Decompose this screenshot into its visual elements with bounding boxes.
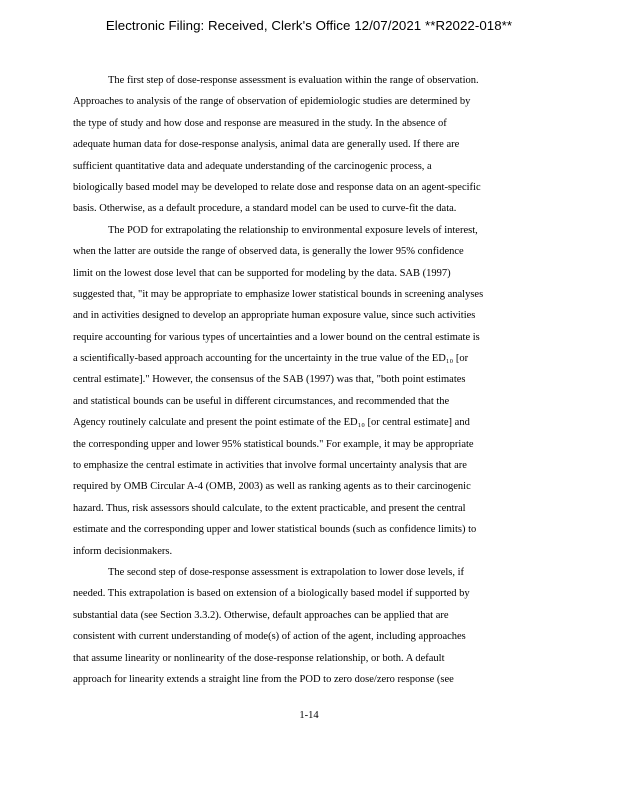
body-line: limit on the lowest dose level that can be supported for modeling by the data. SAB (1997)	[73, 267, 451, 279]
body-line: and statistical bounds can be useful in different circumstances, and recommended that the	[73, 395, 450, 407]
body-line: biologically based model may be developed to relate dose and response data on an agent-specific	[73, 181, 481, 193]
body-line: estimate and the corresponding upper and lower statistical bounds (such as confidence limits) to	[73, 524, 477, 536]
body-line: when the latter are outside the range of observed data, is generally the lower 95% confidence	[73, 246, 464, 258]
body-line: required by OMB Circular A-4 (OMB, 2003) as well as ranking agents as to their carcinogenic	[73, 481, 471, 493]
page-number: 1-14	[299, 710, 319, 721]
body-line: basis. Otherwise, as a default procedure, a standard model can be used to curve-fit the data.	[73, 203, 457, 215]
body-line: consistent with current understanding of mode(s) of action of the agent, including approaches	[73, 631, 466, 643]
body-line: and in activities designed to develop an appropriate human exposure value, since such activities	[73, 310, 476, 322]
filing-stamp-header: Electronic Filing: Received, Clerk's Office 12/07/2021 **R2022-018**	[105, 18, 513, 33]
body-line: suggested that, "it may be appropriate to emphasize lower statistical bounds in screening analyses	[73, 288, 484, 300]
body-line: to emphasize the central estimate in activities that involve formal uncertainty analysis that are	[73, 460, 467, 472]
body-line: The second step of dose-response assessment is extrapolation to lower dose levels, if	[108, 566, 465, 578]
body-line: Approaches to analysis of the range of observation of epidemiologic studies are determined by	[73, 96, 471, 108]
body-line: needed. This extrapolation is based on extension of a biologically based model if supported by	[73, 588, 470, 600]
body-line: a scientifically-based approach accounting for the uncertainty in the true value of the ED₁₀ [or	[73, 353, 469, 365]
body-line: that assume linearity or nonlinearity of the dose-response relationship, or both. A default	[73, 652, 445, 664]
body-line: adequate human data for dose-response analysis, animal data are generally used. If there are	[73, 139, 460, 151]
document-body	[73, 70, 541, 690]
body-line: substantial data (see Section 3.3.2). Otherwise, default approaches can be applied that are	[73, 609, 449, 621]
body-line: The first step of dose-response assessment is evaluation within the range of observation.	[108, 75, 479, 86]
body-line: the corresponding upper and lower 95% statistical bounds." For example, it may be appropriate	[73, 438, 474, 450]
body-line: inform decisionmakers.	[73, 545, 173, 557]
body-line: central estimate]." However, the consensus of the SAB (1997) was that, "both point estimates	[73, 374, 466, 386]
body-line: sufficient quantitative data and adequate understanding of the carcinogenic process, a	[73, 160, 432, 172]
body-line: require accounting for various types of uncertainties and a lower bound on the central estimate is	[73, 331, 480, 343]
body-line: hazard. Thus, risk assessors should calculate, to the extent practicable, and present the central	[73, 502, 466, 514]
body-line: the type of study and how dose and response are measured in the study. In the absence of	[73, 117, 447, 129]
body-line: The POD for extrapolating the relationship to environmental exposure levels of interest,	[108, 224, 478, 236]
body-line: Agency routinely calculate and present the point estimate of the ED₁₀ [or central estimate] and	[73, 417, 470, 429]
body-line: approach for linearity extends a straight line from the POD to zero dose/zero response (see	[73, 673, 454, 685]
